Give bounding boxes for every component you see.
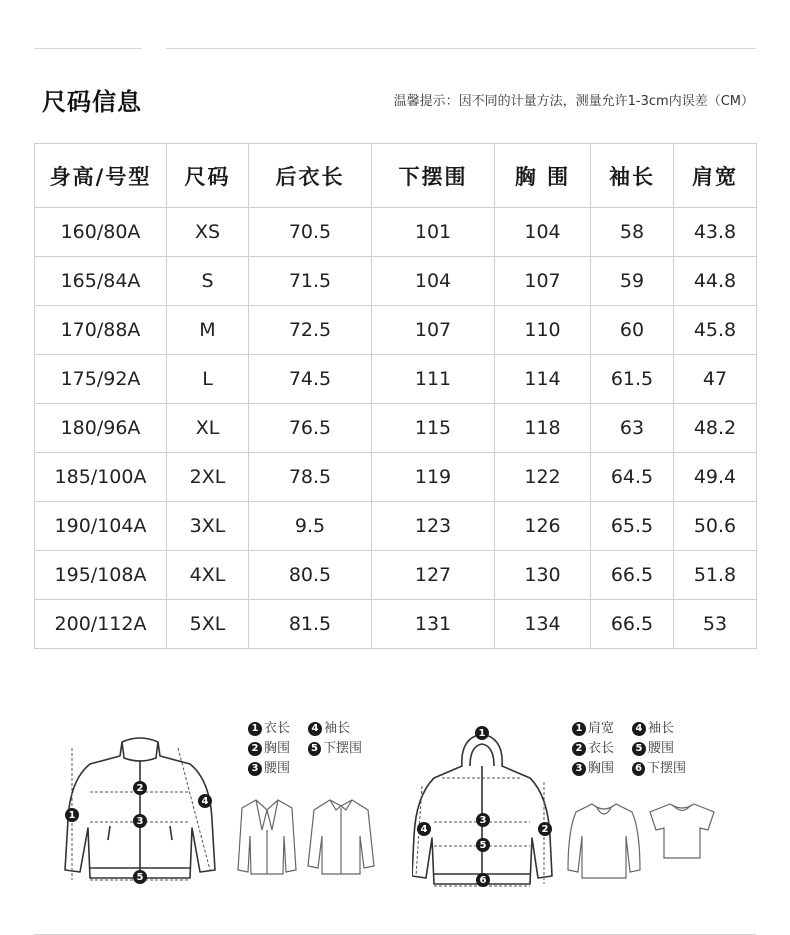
jacket-marker-4: 4 — [198, 794, 212, 808]
legend-row — [248, 719, 362, 739]
table-cell: 118 — [495, 404, 591, 453]
table-cell: 175/92A — [35, 355, 167, 404]
table-cell: 104 — [495, 208, 591, 257]
hoodie-marker-5: 5 — [476, 838, 490, 852]
top-rule-left — [34, 48, 142, 49]
table-cell: 195/108A — [35, 551, 167, 600]
size-table — [34, 143, 757, 649]
legend-item — [248, 739, 302, 759]
table-cell: 61.5 — [591, 355, 674, 404]
table-row — [35, 257, 757, 306]
table-cell: 53 — [674, 600, 757, 649]
legend-label: 胸围 — [588, 761, 615, 776]
table-cell: 110 — [495, 306, 591, 355]
table-cell: 66.5 — [591, 600, 674, 649]
table-cell: 47 — [674, 355, 757, 404]
table-row — [35, 600, 757, 649]
table-cell: 63 — [591, 404, 674, 453]
table-cell: 81.5 — [249, 600, 372, 649]
legend-row — [572, 719, 686, 739]
page-title: 尺码信息 — [42, 88, 142, 116]
hoodie-marker-4: 4 — [417, 822, 431, 836]
table-cell: 72.5 — [249, 306, 372, 355]
table-cell: 170/88A — [35, 306, 167, 355]
jacket-marker-5: 5 — [133, 870, 147, 884]
legend-row — [572, 739, 686, 759]
table-cell: 119 — [372, 453, 495, 502]
table-cell: 58 — [591, 208, 674, 257]
jacket-marker-3: 3 — [133, 814, 147, 828]
legend-number-badge: 6 — [632, 762, 645, 776]
tshirt-icon — [646, 800, 718, 860]
legend-number-badge: 4 — [308, 722, 322, 736]
legend-label: 袖长 — [324, 721, 351, 736]
legend-label: 下摆围 — [646, 761, 686, 776]
legend-number-badge: 2 — [248, 742, 262, 756]
table-row — [35, 355, 757, 404]
table-cell: 114 — [495, 355, 591, 404]
legend-number-badge: 3 — [572, 762, 586, 776]
jacket-marker-1: 1 — [65, 808, 79, 822]
column-header: 袖长 — [591, 144, 674, 208]
table-cell: 48.2 — [674, 404, 757, 453]
table-row — [35, 551, 757, 600]
table-cell: 2XL — [167, 453, 249, 502]
measurement-tip: 温馨提示：因不同的计量方法，测量允许1-3cm内误差（CM） — [393, 94, 754, 109]
column-header: 肩宽 — [674, 144, 757, 208]
legend-number-badge: 1 — [572, 722, 586, 736]
column-header: 胸 围 — [495, 144, 591, 208]
table-cell: S — [167, 257, 249, 306]
legend-item — [572, 719, 626, 739]
table-cell: 43.8 — [674, 208, 757, 257]
legend-item — [572, 739, 626, 759]
table-cell: 131 — [372, 600, 495, 649]
hoodie-marker-2: 2 — [538, 822, 552, 836]
table-row — [35, 404, 757, 453]
table-cell: 5XL — [167, 600, 249, 649]
table-cell: 104 — [372, 257, 495, 306]
table-cell: 107 — [372, 306, 495, 355]
sweater-icon — [566, 800, 642, 880]
legend-right — [572, 719, 686, 779]
legend-label: 肩宽 — [588, 721, 615, 736]
legend-number-badge: 3 — [248, 762, 262, 776]
table-row — [35, 453, 757, 502]
table-cell: 185/100A — [35, 453, 167, 502]
table-cell: 49.4 — [674, 453, 757, 502]
column-header: 尺码 — [167, 144, 249, 208]
jacket-marker-2: 2 — [133, 781, 147, 795]
table-cell: 180/96A — [35, 404, 167, 453]
legend-number-badge: 5 — [308, 742, 321, 756]
legend-number-badge: 2 — [572, 742, 586, 756]
jacket-diagram-icon — [60, 730, 230, 890]
legend-row — [248, 739, 362, 759]
table-header-row — [35, 144, 757, 208]
legend-label: 下摆围 — [322, 741, 362, 756]
table-cell: 74.5 — [249, 355, 372, 404]
legend-number-badge: 5 — [632, 742, 646, 756]
legend-item — [632, 719, 686, 739]
table-cell: 78.5 — [249, 453, 372, 502]
legend-item — [248, 759, 302, 779]
legend-item — [308, 719, 362, 739]
table-cell: 60 — [591, 306, 674, 355]
table-cell: 4XL — [167, 551, 249, 600]
legend-item — [632, 739, 686, 759]
table-cell: 130 — [495, 551, 591, 600]
table-cell: 44.8 — [674, 257, 757, 306]
hoodie-marker-1: 1 — [475, 726, 489, 740]
table-cell: 51.8 — [674, 551, 757, 600]
table-cell: 71.5 — [249, 257, 372, 306]
legend-number-badge: 4 — [632, 722, 646, 736]
legend-left — [248, 719, 362, 779]
legend-label: 衣长 — [264, 721, 291, 736]
shirt-icon — [306, 796, 376, 876]
table-cell: 80.5 — [249, 551, 372, 600]
legend-label: 腰围 — [264, 761, 291, 776]
table-cell: 76.5 — [249, 404, 372, 453]
legend-row — [572, 759, 686, 779]
legend-item — [572, 759, 626, 779]
table-cell: 123 — [372, 502, 495, 551]
table-cell: 70.5 — [249, 208, 372, 257]
hoodie-marker-3: 3 — [476, 813, 490, 827]
table-cell: 101 — [372, 208, 495, 257]
table-cell: 111 — [372, 355, 495, 404]
table-cell: 134 — [495, 600, 591, 649]
column-header: 身高/号型 — [35, 144, 167, 208]
table-row — [35, 208, 757, 257]
table-cell: 66.5 — [591, 551, 674, 600]
legend-item — [248, 719, 302, 739]
table-cell: 9.5 — [249, 502, 372, 551]
table-cell: 115 — [372, 404, 495, 453]
legend-item — [632, 759, 686, 779]
legend-label: 衣长 — [588, 741, 615, 756]
legend-label: 胸围 — [264, 741, 291, 756]
table-cell: 160/80A — [35, 208, 167, 257]
top-rule-right — [166, 48, 756, 49]
table-cell: 65.5 — [591, 502, 674, 551]
table-cell: 200/112A — [35, 600, 167, 649]
table-cell: 107 — [495, 257, 591, 306]
legend-number-badge: 1 — [248, 722, 262, 736]
blazer-icon — [236, 796, 298, 876]
legend-row — [248, 759, 362, 779]
table-cell: 59 — [591, 257, 674, 306]
table-cell: XL — [167, 404, 249, 453]
table-cell: 45.8 — [674, 306, 757, 355]
table-cell: 190/104A — [35, 502, 167, 551]
table-row — [35, 502, 757, 551]
table-body — [35, 208, 757, 649]
table-cell: 126 — [495, 502, 591, 551]
legend-label: 袖长 — [648, 721, 675, 736]
table-cell: 127 — [372, 551, 495, 600]
table-cell: M — [167, 306, 249, 355]
column-header: 下摆围 — [372, 144, 495, 208]
hoodie-marker-6: 6 — [476, 873, 490, 887]
table-cell: 64.5 — [591, 453, 674, 502]
hoodie-diagram-icon — [412, 726, 572, 896]
table-cell: 165/84A — [35, 257, 167, 306]
column-header: 后衣长 — [249, 144, 372, 208]
table-row — [35, 306, 757, 355]
legend-item — [308, 739, 362, 759]
table-cell: 122 — [495, 453, 591, 502]
legend-label: 腰围 — [648, 741, 675, 756]
table-cell: 3XL — [167, 502, 249, 551]
table-cell: L — [167, 355, 249, 404]
table-cell: 50.6 — [674, 502, 757, 551]
table-cell: XS — [167, 208, 249, 257]
